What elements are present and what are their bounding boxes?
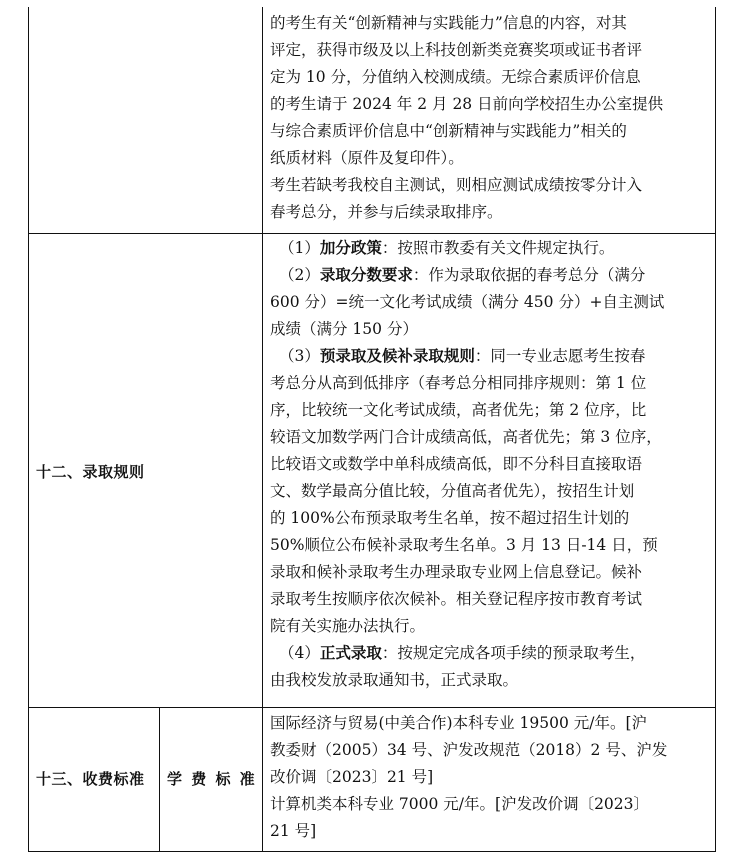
text-line: 考生若缺考我校自主测试，则相应测试成绩按零分计入 — [270, 176, 643, 194]
text-line: 纸质材料（原件及复印件）。 — [270, 149, 464, 167]
text-line: 序，比较统一文化考试成绩，高者优先；第 2 位序，比 — [270, 401, 647, 419]
table-border-right — [715, 7, 716, 852]
rule-item-3: （3）预录取及候补录取规则：同一专业志愿考生按春 — [279, 347, 646, 365]
rule-item-4: （4）正式录取：按规定完成各项手续的预录取考生， — [279, 644, 646, 662]
table-border-left — [28, 7, 29, 852]
text-line: 春考总分，并参与后续录取排序。 — [270, 203, 503, 221]
text-line: 由我校发放录取通知书，正式录取。 — [270, 671, 519, 689]
admission-rules-label: 十二、录取规则 — [36, 463, 145, 481]
text-line: 录取和候补录取考生办理录取专业网上信息登记。候补 — [270, 563, 643, 581]
text-line: 国际经济与贸易(中美合作)本科专业 19500 元/年。[沪 — [270, 714, 648, 732]
text-line: 评定，获得市级及以上科技创新类竞赛奖项或证书者评 — [270, 41, 643, 59]
text-line: 与综合素质评价信息中“创新精神与实践能力”相关的 — [270, 122, 627, 140]
admission-table — [28, 7, 716, 852]
text-line: 600 分）=统一文化考试成绩（满分 450 分）+自主测试 — [270, 293, 665, 311]
rule-item-1: （1）加分政策：按照市教委有关文件规定执行。 — [279, 239, 615, 257]
fees-content — [270, 710, 706, 845]
text-line: 考总分从高到低排序（春考总分相同排序规则：第 1 位 — [270, 374, 647, 392]
admission-rules-content — [270, 235, 706, 694]
continued-row-content — [270, 10, 706, 226]
text-line: 成绩（满分 150 分） — [270, 320, 418, 338]
text-line: 50%顺位公布候补录取考生名单。3 月 13 日-14 日，预 — [270, 536, 658, 554]
sub-column-divider — [159, 707, 160, 852]
text-line: 的考生有关“创新精神与实践能力”信息的内容，对其 — [270, 14, 627, 32]
rule-item-2: （2）录取分数要求：作为录取依据的春考总分（满分 — [279, 266, 646, 284]
column-divider — [262, 7, 263, 852]
text-line: 较语文加数学两门合计成绩高低，高者优先；第 3 位序， — [270, 428, 662, 446]
row-divider — [28, 707, 716, 708]
table-border-bottom — [28, 851, 716, 852]
text-line: 录取考生按顺序依次候补。相关登记程序按市教育考试 — [270, 590, 643, 608]
tuition-standard-label: 学 费 标 准 — [167, 770, 257, 788]
text-line: 21 号] — [270, 822, 317, 840]
text-line: 文、数学最高分值比较，分值高者优先），按招生计划 — [270, 482, 635, 500]
row-divider — [28, 233, 716, 234]
fees-label: 十三、收费标准 — [36, 770, 145, 788]
text-line: 院有关实施办法执行。 — [270, 617, 426, 635]
text-line: 的 100%公布预录取考生名单，按不超过招生计划的 — [270, 509, 630, 527]
text-line: 教委财（2005）34 号、沪发改规范（2018）2 号、沪发 — [270, 741, 668, 759]
text-line: 比较语文或数学中单科成绩高低，即不分科目直接取语 — [270, 455, 643, 473]
text-line: 改价调〔2023〕21 号] — [270, 768, 434, 786]
text-line: 的考生请于 2024 年 2 月 28 日前向学校招生办公室提供 — [270, 95, 664, 113]
text-line: 计算机类本科专业 7000 元/年。[沪发改价调〔2023〕 — [270, 795, 650, 813]
text-line: 定为 10 分，分值纳入校测成绩。无综合素质评价信息 — [270, 68, 641, 86]
